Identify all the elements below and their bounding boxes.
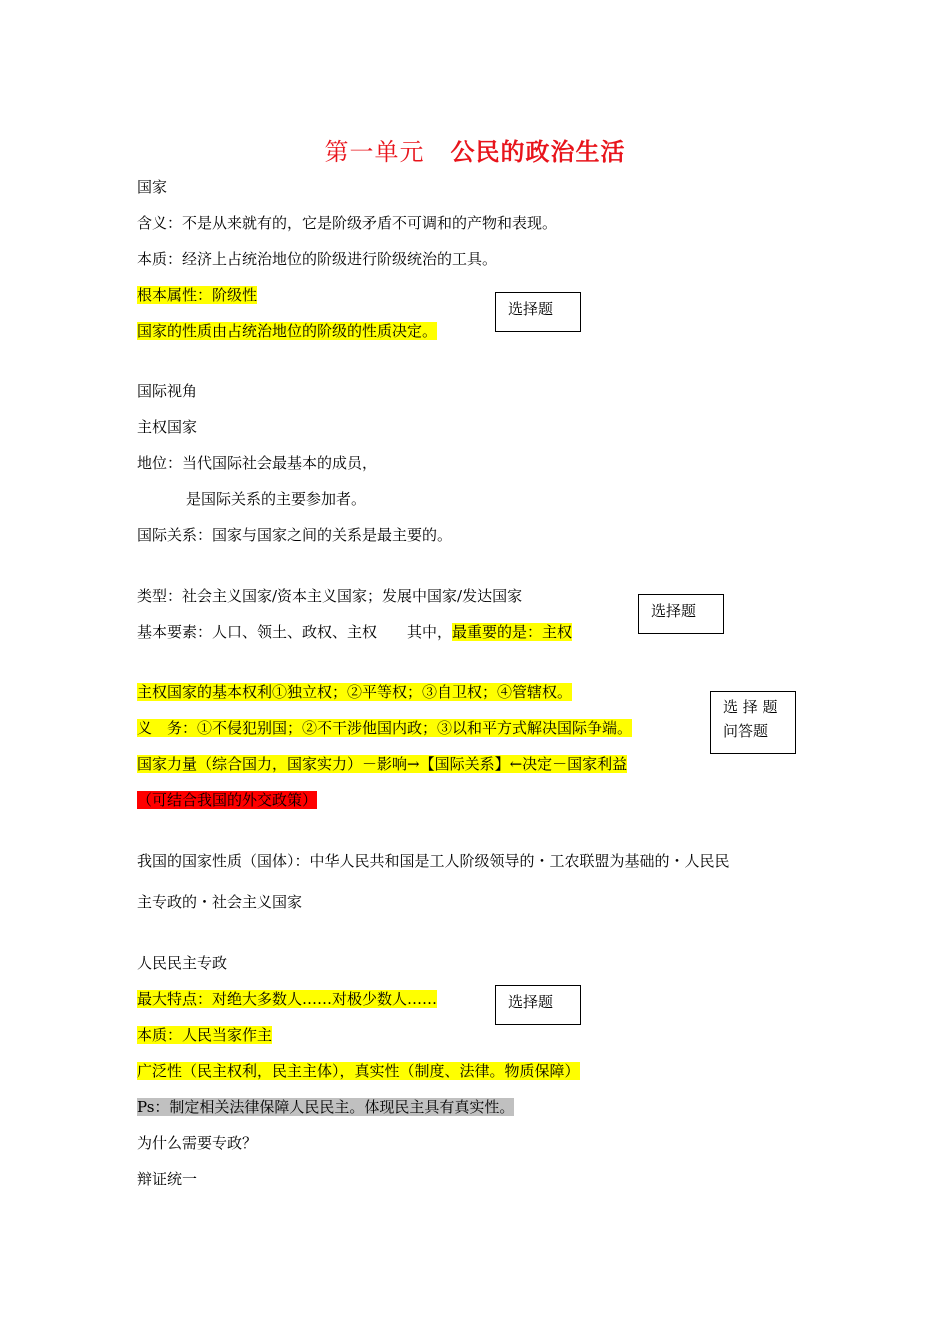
national-nature-line: 我国的国家性质（国体）：中华人民共和国是工人阶级领导的・工农联盟为基础的・人民民 [137, 852, 730, 870]
heading-peoples-democratic-dictatorship: 人民民主专政 [137, 954, 228, 972]
nature-line: 国家的性质由占统治地位的阶级的性质决定。 [137, 322, 438, 340]
feature-line: 最大特点：对绝大多数人……对极少数人…… [137, 990, 438, 1008]
heading-international: 国际视角 [137, 382, 198, 400]
status-line-cont: 是国际关系的主要参加者。 [186, 490, 367, 508]
title-unit: 第一单元 [324, 138, 425, 166]
status-line: 地位：当代国际社会最基本的成员， [137, 454, 378, 472]
essence-line: 本质：经济上占统治地位的阶级进行阶级统治的工具。 [137, 250, 498, 268]
question-line: 为什么需要专政？ [137, 1134, 258, 1152]
choice-and-essay-box: 选 择 题 问答题 [710, 691, 796, 754]
choice-question-box: 选择题 [495, 985, 581, 1025]
national-power-line: 国家力量（综合国力，国家实力）－影响→【国际关系】←决定－国家利益 [137, 755, 628, 773]
page-title [0, 132, 950, 167]
title-topic: 公民的政治生活 [450, 137, 626, 166]
attribute-line: 根本属性：阶级性 [137, 286, 258, 304]
heading-state: 国家 [137, 178, 168, 196]
elements-line: 基本要素：人口、领土、政权、主权 其中，最重要的是：主权 [137, 623, 573, 641]
foreign-policy-note: （可结合我国的外交政策） [137, 791, 318, 809]
rights-line: 主权国家的基本权利①独立权；②平等权；③自卫权；④管辖权。 [137, 683, 573, 701]
ps-note: Ps：制定相关法律保障人民民主。体现民主具有真实性。 [137, 1098, 515, 1116]
definition-line: 含义：不是从来就有的，它是阶级矛盾不可调和的产物和表现。 [137, 214, 558, 232]
duties-line: 义 务：①不侵犯别国；②不干涉他国内政；③以和平方式解决国际争端。 [137, 719, 633, 737]
heading-sovereign-state: 主权国家 [137, 418, 198, 436]
choice-question-box: 选择题 [638, 594, 724, 634]
breadth-line: 广泛性（民主权利，民主主体），真实性（制度、法律。物质保障） [137, 1062, 580, 1080]
national-nature-line-cont: 主专政的・社会主义国家 [137, 893, 303, 911]
types-line: 类型：社会主义国家/资本主义国家；发展中国家/发达国家 [137, 587, 523, 605]
choice-question-box: 选择题 [495, 292, 581, 332]
essence-people-line: 本质：人民当家作主 [137, 1026, 273, 1044]
dialectic-line: 辩证统一 [137, 1170, 198, 1188]
relations-line: 国际关系：国家与国家之间的关系是最主要的。 [137, 526, 453, 544]
